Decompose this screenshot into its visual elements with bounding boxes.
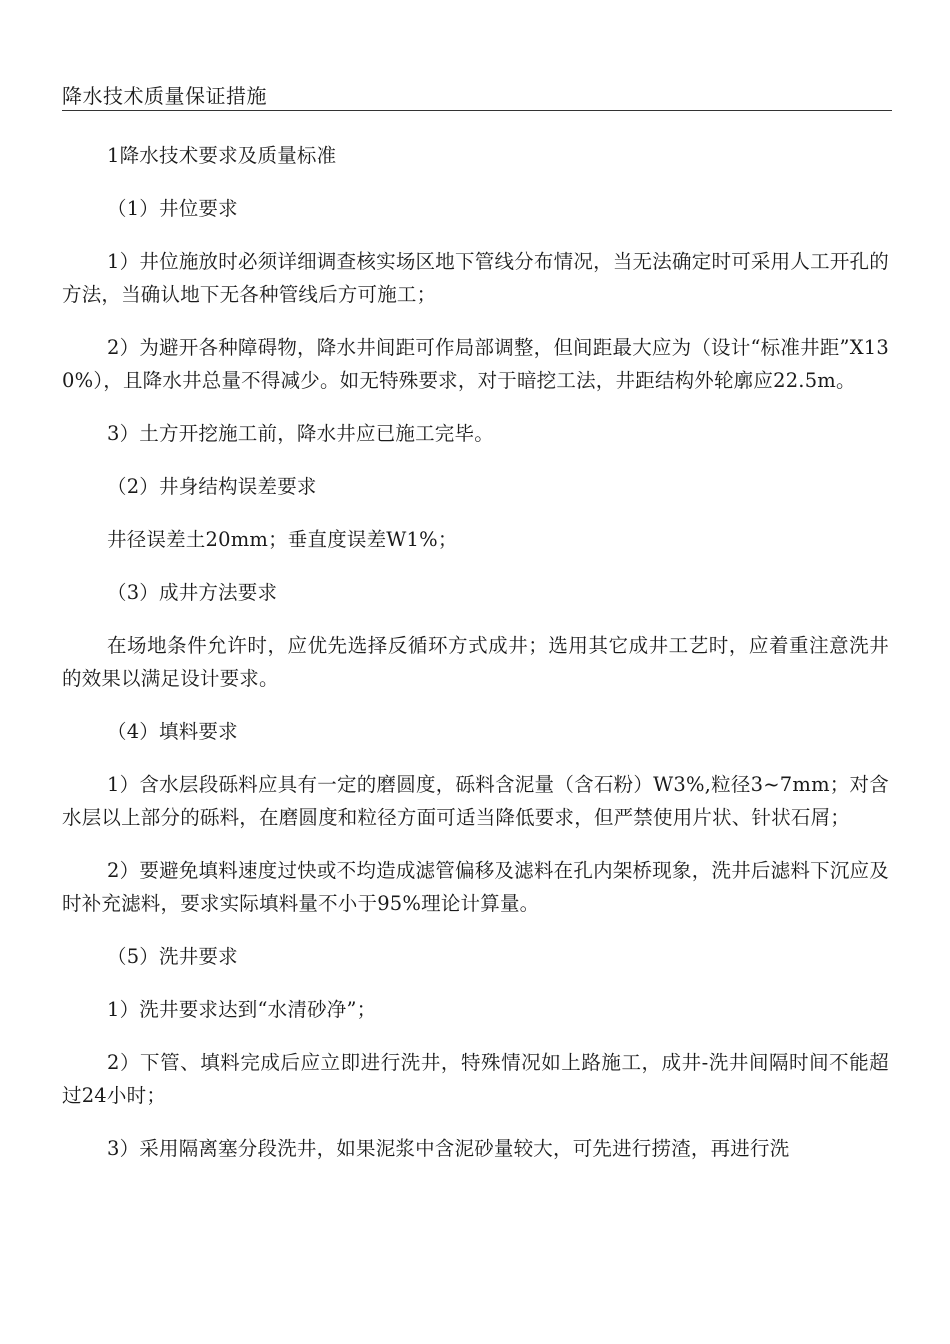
paragraph: 2）为避开各种障碍物，降水井间距可作局部调整，但间距最大应为（设计“标准井距”X130%），且降水井总量不得减少。如无特殊要求，对于暗挖工法，井距结构外轮廓应22.5m。: [62, 336, 889, 392]
document-body: [62, 139, 889, 1165]
subsection-heading: （3）成井方法要求: [107, 581, 278, 604]
paragraph: 3）土方开挖施工前，降水井应已施工完毕。: [107, 422, 494, 445]
document-title: 降水技术质量保证措施: [62, 84, 267, 108]
section-heading: 1降水技术要求及质量标准: [107, 144, 337, 167]
paragraph: 在场地条件允许时，应优先选择反循环方式成井；选用其它成井工艺时，应着重注意洗井的效果以满足设计要求。: [62, 634, 889, 690]
paragraph: 2）要避免填料速度过快或不均造成滤管偏移及滤料在孔内架桥现象，洗井后滤料下沉应及时补充滤料，要求实际填料量不小于95%理论计算量。: [62, 859, 889, 915]
paragraph: 1）洗井要求达到“水清砂净”；: [107, 998, 377, 1021]
paragraph: 1）井位施放时必须详细调查核实场区地下管线分布情况，当无法确定时可采用人工开孔的方法，当确认地下无各种管线后方可施工；: [62, 250, 889, 306]
subsection-heading: （1）井位要求: [107, 197, 238, 220]
document-header: [62, 84, 892, 111]
paragraph: 1）含水层段砾料应具有一定的磨圆度，砾料含泥量（含石粉）W3%,粒径3~7mm；对含水层以上部分的砾料，在磨圆度和粒径方面可适当降低要求，但严禁使用片状、针状石屑；: [62, 773, 889, 829]
paragraph: 2）下管、填料完成后应立即进行洗井，特殊情况如上路施工，成井-洗井间隔时间不能超过24小时；: [62, 1051, 889, 1107]
subsection-heading: （5）洗井要求: [107, 945, 238, 968]
paragraph: 井径误差土20mm；垂直度误差W1%；: [107, 528, 458, 551]
subsection-heading: （4）填料要求: [107, 720, 238, 743]
subsection-heading: （2）井身结构误差要求: [107, 475, 317, 498]
paragraph: 3）采用隔离塞分段洗井，如果泥浆中含泥砂量较大，可先进行捞渣，再进行洗: [107, 1137, 790, 1160]
